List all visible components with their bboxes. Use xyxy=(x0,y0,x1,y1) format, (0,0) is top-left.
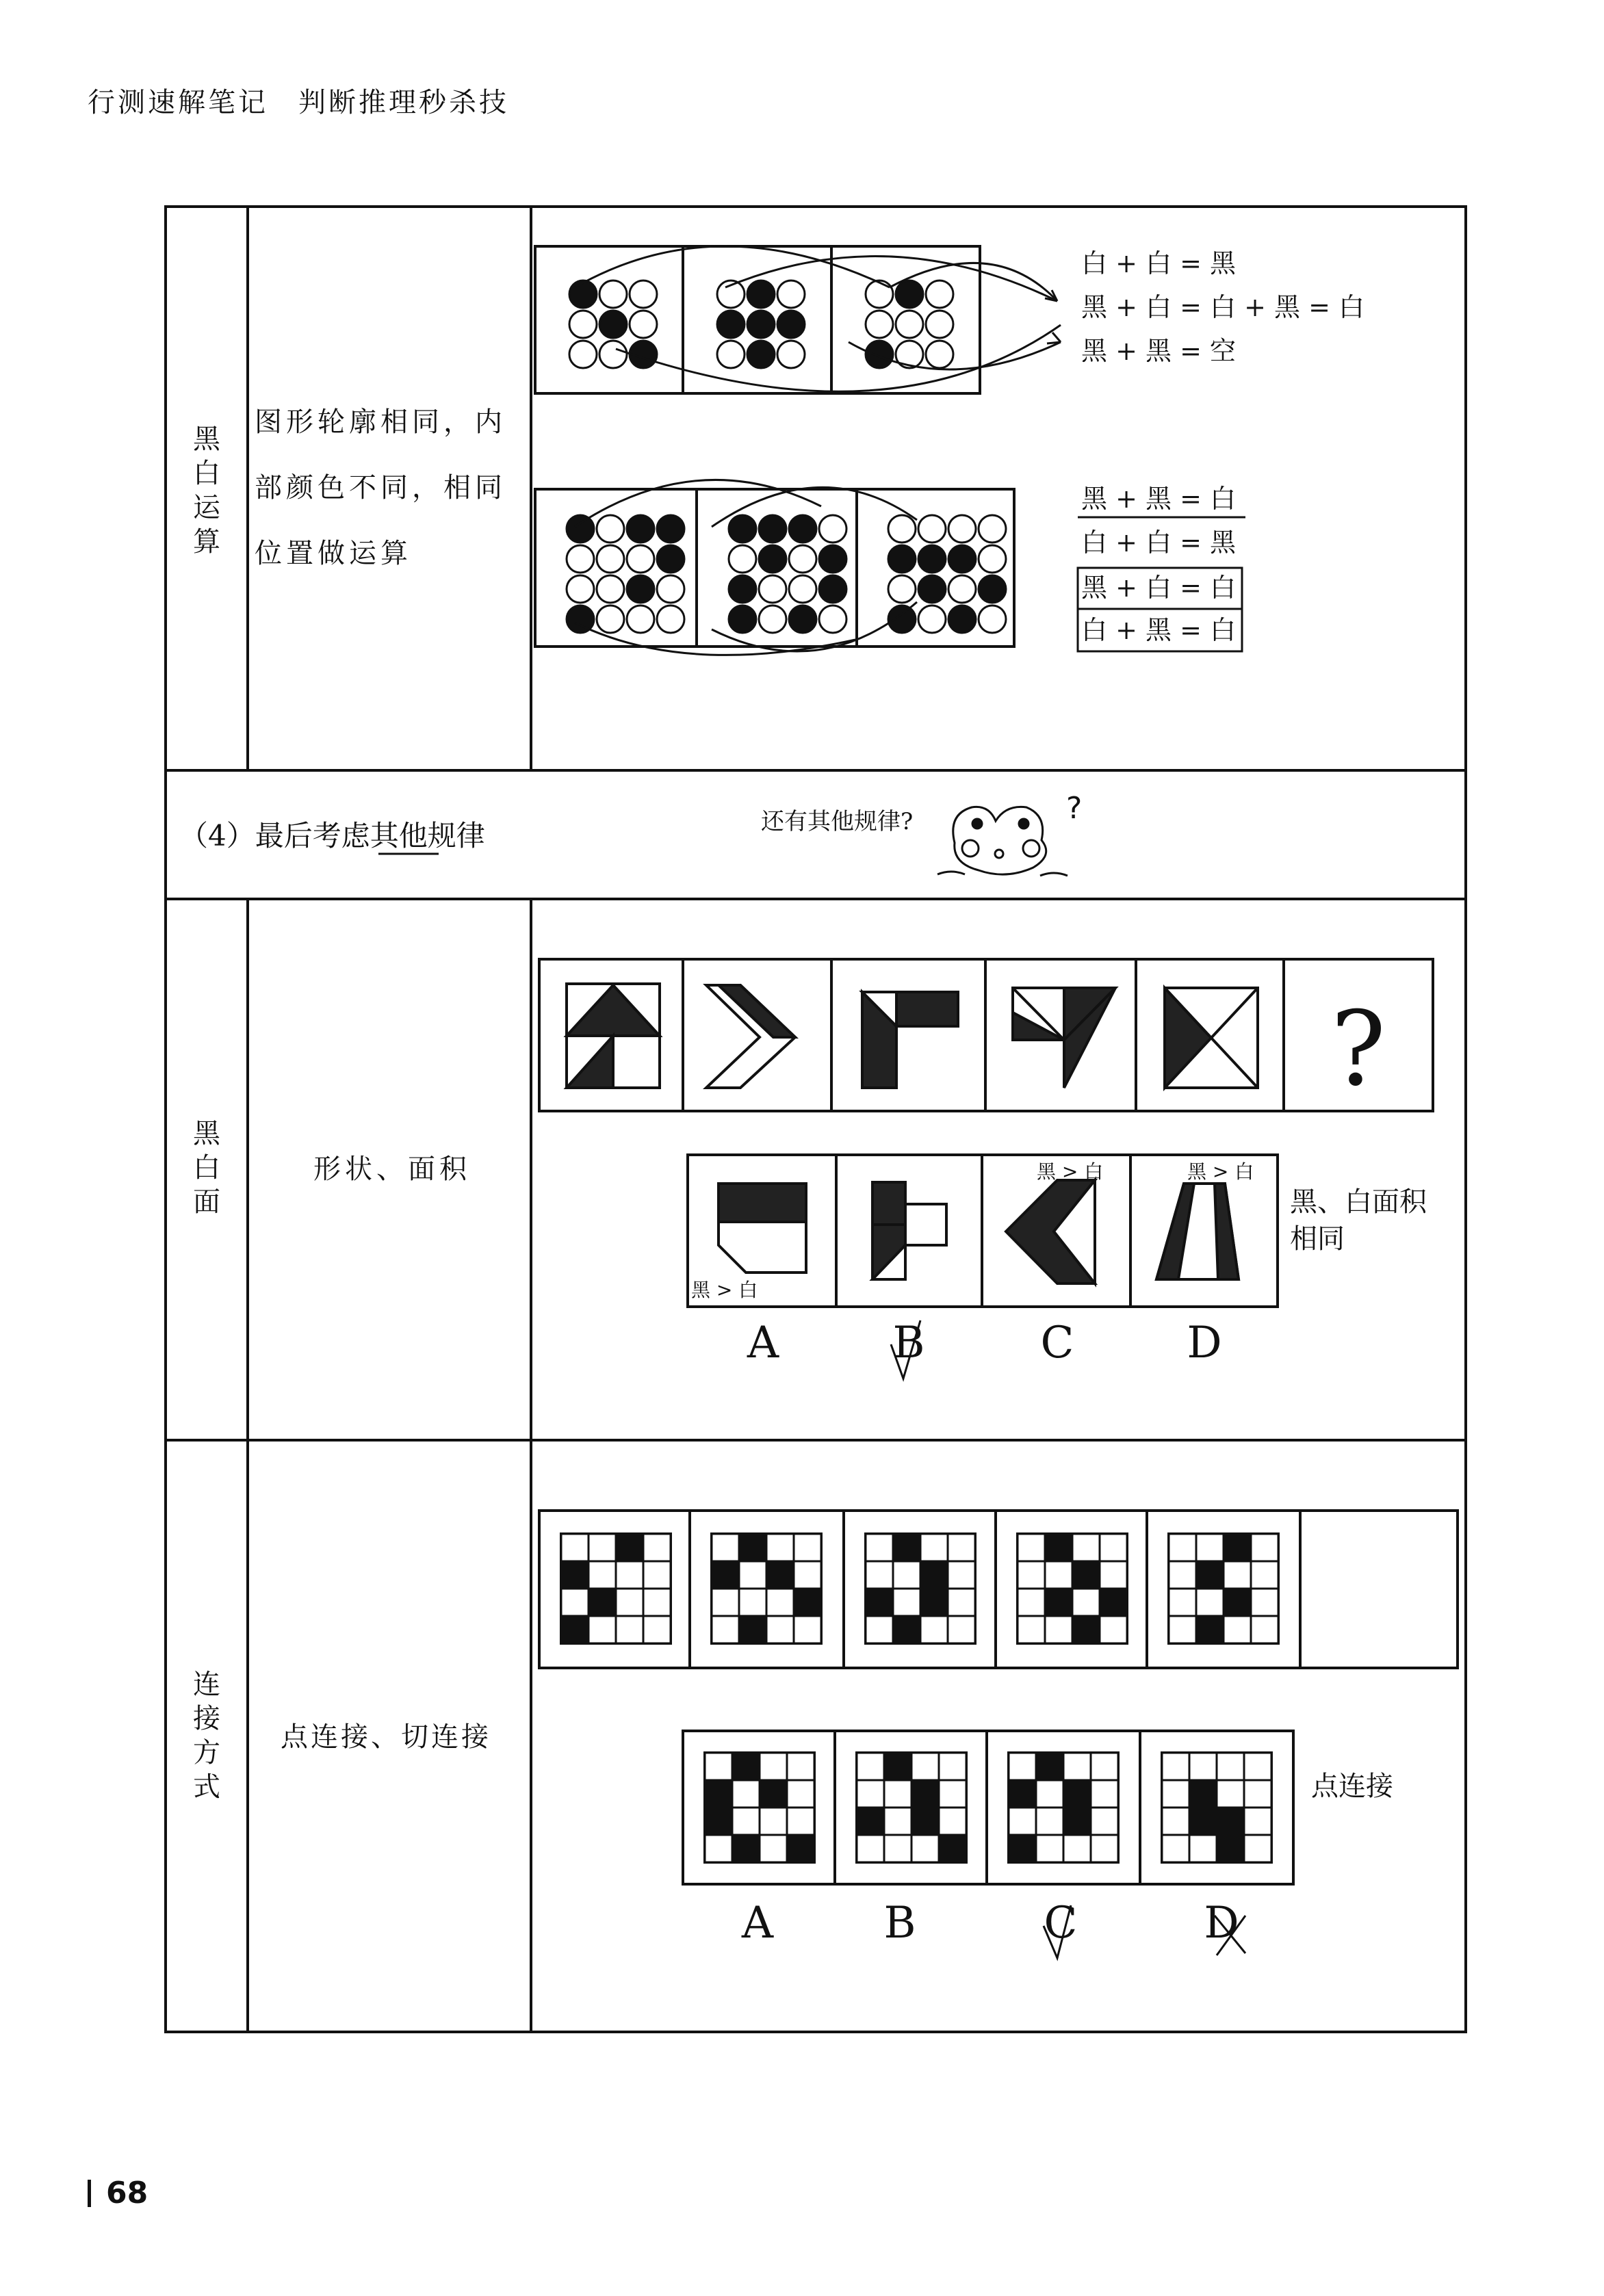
note-option-a: 黑 > 白 xyxy=(691,1279,758,1301)
dot xyxy=(630,281,657,308)
grid-cell xyxy=(1169,1616,1196,1643)
dot xyxy=(599,341,627,368)
grid-cell xyxy=(760,1835,787,1862)
grid-cell xyxy=(1189,1780,1217,1808)
category-char: 白 xyxy=(193,458,220,489)
dot xyxy=(926,341,953,368)
dot-grid-3x3 xyxy=(866,281,953,368)
grid-cell xyxy=(1169,1534,1196,1561)
dot xyxy=(569,341,597,368)
dot xyxy=(597,515,624,543)
grid-cell xyxy=(948,1534,975,1561)
dot xyxy=(789,575,816,603)
description-line: 图形轮廓相同，内 xyxy=(255,406,506,438)
dot xyxy=(759,515,786,543)
grid-cell xyxy=(1045,1616,1072,1643)
grid-cell xyxy=(939,1780,966,1808)
grid-cell xyxy=(1244,1808,1271,1835)
grid-cell xyxy=(857,1808,884,1835)
grid-cell xyxy=(588,1561,616,1589)
option-label-b[interactable]: B xyxy=(892,1318,925,1368)
rule-line: 黑 + 白 = 白 + 黑 = 白 xyxy=(1081,292,1364,322)
grid-cell xyxy=(705,1753,732,1780)
dot xyxy=(918,605,946,633)
dot xyxy=(569,281,597,308)
dot xyxy=(657,545,684,573)
dot xyxy=(866,311,893,338)
category-char: 连 xyxy=(193,1669,220,1700)
grid-cell xyxy=(939,1835,966,1862)
option-label-d[interactable]: D xyxy=(1204,1898,1239,1948)
dot xyxy=(866,281,893,308)
dot xyxy=(819,605,846,633)
grid-cell xyxy=(787,1753,814,1780)
grid-cell xyxy=(760,1780,787,1808)
option-c-figure xyxy=(1006,1180,1095,1283)
grid-cell xyxy=(1018,1589,1045,1616)
grid-cell xyxy=(1169,1561,1196,1589)
grid-cell xyxy=(911,1835,939,1862)
dot xyxy=(948,515,976,543)
grid-cell xyxy=(893,1534,920,1561)
grid-cell xyxy=(1251,1616,1278,1643)
dot xyxy=(979,545,1006,573)
grid-cell xyxy=(1072,1616,1100,1643)
question-mark-doodle: ? xyxy=(1066,791,1083,826)
dot xyxy=(789,605,816,633)
grid-cell xyxy=(1072,1589,1100,1616)
grid-cell xyxy=(1217,1835,1244,1862)
grid-cell xyxy=(561,1561,588,1589)
description-line: 位置做运算 xyxy=(255,538,412,569)
dot xyxy=(717,341,745,368)
dot xyxy=(888,575,916,603)
dot xyxy=(657,515,684,543)
side-note-connect: 点连接 xyxy=(1311,1771,1393,1802)
dot xyxy=(926,311,953,338)
description-bw-area: 形状、面积 xyxy=(313,1153,471,1185)
dot xyxy=(918,545,946,573)
dot xyxy=(567,515,594,543)
dot xyxy=(657,605,684,633)
dot-grid-4x4 xyxy=(567,515,684,633)
other-rules-heading xyxy=(179,819,485,854)
grid-cell xyxy=(760,1753,787,1780)
dot xyxy=(729,605,756,633)
grid-cell xyxy=(712,1561,739,1589)
grid-cell xyxy=(787,1780,814,1808)
grid-cell xyxy=(616,1534,643,1561)
grid-cell xyxy=(884,1808,911,1835)
dot xyxy=(599,281,627,308)
grid-cell xyxy=(1251,1589,1278,1616)
category-char: 白 xyxy=(193,1152,220,1184)
description-line: 部颜色不同，相同 xyxy=(255,472,506,504)
dot xyxy=(597,605,624,633)
side-note-line: 黑、白面积 xyxy=(1290,1186,1427,1218)
grid-cell xyxy=(1009,1753,1036,1780)
dot xyxy=(896,281,923,308)
grid-cell xyxy=(948,1616,975,1643)
rule-line: 白 + 白 = 黑 xyxy=(1081,248,1236,278)
grid-cell xyxy=(1100,1534,1127,1561)
grid-cell xyxy=(948,1561,975,1589)
dot xyxy=(630,311,657,338)
grid-cell xyxy=(616,1616,643,1643)
dot xyxy=(759,575,786,603)
grid-cell xyxy=(712,1534,739,1561)
dot xyxy=(948,575,976,603)
grid-cell xyxy=(866,1589,893,1616)
grid-cell xyxy=(1009,1808,1036,1835)
dot xyxy=(979,605,1006,633)
grid-figure xyxy=(1018,1534,1127,1643)
option-label-b[interactable]: B xyxy=(883,1898,916,1948)
dot xyxy=(729,545,756,573)
figure-2 xyxy=(706,985,795,1088)
grid-cell xyxy=(920,1589,948,1616)
option-label-d[interactable]: D xyxy=(1187,1318,1222,1368)
grid-cell xyxy=(1018,1534,1045,1561)
grid-cell xyxy=(893,1616,920,1643)
dot xyxy=(627,575,654,603)
grid-cell xyxy=(712,1616,739,1643)
connect-question-strip xyxy=(539,1511,1458,1668)
grid-cell xyxy=(1063,1780,1091,1808)
dot xyxy=(599,311,627,338)
dot xyxy=(729,575,756,603)
rule-line: 黑 + 白 = 白 xyxy=(1081,573,1236,603)
grid-cell xyxy=(1244,1780,1271,1808)
grid-cell xyxy=(1244,1835,1271,1862)
grid-cell xyxy=(1162,1780,1189,1808)
dot xyxy=(777,311,805,338)
svg-text:（4）最后考虑其他规律 xyxy=(179,819,485,852)
grid-cell xyxy=(588,1616,616,1643)
figure-1 xyxy=(567,984,660,1088)
grid-cell xyxy=(561,1616,588,1643)
grid-cell xyxy=(1217,1808,1244,1835)
note-option-d: 黑 > 白 xyxy=(1187,1160,1254,1183)
grid-cell xyxy=(760,1808,787,1835)
dot-grid-4x4 xyxy=(888,515,1006,633)
grid-cell xyxy=(739,1589,766,1616)
grid-cell xyxy=(1009,1835,1036,1862)
dot xyxy=(567,545,594,573)
grid-cell xyxy=(1091,1808,1118,1835)
grid-cell xyxy=(794,1534,821,1561)
grid-cell xyxy=(766,1534,794,1561)
rule-line: 白 + 白 = 黑 xyxy=(1081,527,1236,558)
category-char: 算 xyxy=(193,526,220,558)
dot xyxy=(948,545,976,573)
note-option-c: 黑 > 白 xyxy=(1037,1160,1104,1183)
grid-cell xyxy=(939,1753,966,1780)
grid-cell xyxy=(732,1835,760,1862)
grid-cell xyxy=(1018,1561,1045,1589)
grid-cell xyxy=(1045,1561,1072,1589)
category-label-bw-area xyxy=(193,1118,221,1218)
dot xyxy=(627,605,654,633)
grid-cell xyxy=(794,1561,821,1589)
dot xyxy=(918,515,946,543)
running-header: 行测速解笔记 判断推理秒杀技 xyxy=(88,87,509,118)
bw-calc-puzzle-top xyxy=(535,246,1061,393)
grid-cell xyxy=(561,1589,588,1616)
grid-cell xyxy=(893,1561,920,1589)
dot xyxy=(597,545,624,573)
dot xyxy=(888,545,916,573)
figure-3 xyxy=(862,992,958,1088)
grid-cell xyxy=(1018,1616,1045,1643)
grid-cell xyxy=(732,1780,760,1808)
heading-emphasis: 其他 xyxy=(370,819,428,852)
grid-cell xyxy=(948,1589,975,1616)
grid-cell xyxy=(1100,1616,1127,1643)
grid-cell xyxy=(739,1561,766,1589)
grid-cell xyxy=(920,1616,948,1643)
grid-cell xyxy=(1162,1753,1189,1780)
grid-cell xyxy=(732,1753,760,1780)
grid-cell xyxy=(1036,1808,1063,1835)
grid-cell xyxy=(643,1534,671,1561)
grid-cell xyxy=(1224,1616,1251,1643)
dot xyxy=(627,545,654,573)
dot xyxy=(729,515,756,543)
dot xyxy=(777,341,805,368)
dot xyxy=(888,515,916,543)
grid-cell xyxy=(766,1589,794,1616)
option-d-figure xyxy=(1156,1184,1239,1279)
rules-bottom xyxy=(1078,484,1245,651)
grid-figure xyxy=(866,1534,975,1643)
dot xyxy=(789,545,816,573)
heading-prefix: （4）最后考虑 xyxy=(179,819,370,852)
grid-cell xyxy=(1196,1561,1224,1589)
dot xyxy=(819,515,846,543)
grid-cell xyxy=(1217,1753,1244,1780)
grid-cell xyxy=(643,1561,671,1589)
grid-cell xyxy=(787,1808,814,1835)
grid-cell xyxy=(1162,1808,1189,1835)
grid-cell xyxy=(1224,1561,1251,1589)
grid-cell xyxy=(1063,1753,1091,1780)
grid-cell xyxy=(739,1534,766,1561)
category-char: 运 xyxy=(193,492,220,523)
grid-cell xyxy=(1251,1561,1278,1589)
page-number: 68 xyxy=(88,2176,148,2210)
heading-suffix: 规律 xyxy=(427,819,485,852)
rule-line: 黑 + 黑 = 空 xyxy=(1081,336,1236,366)
grid-cell xyxy=(893,1589,920,1616)
grid-cell xyxy=(920,1561,948,1589)
grid-cell xyxy=(1072,1534,1100,1561)
grid-cell xyxy=(1224,1534,1251,1561)
grid-figure xyxy=(857,1753,966,1862)
category-char: 黑 xyxy=(193,1118,220,1149)
grid-cell xyxy=(857,1835,884,1862)
figure-4 xyxy=(1013,988,1115,1088)
speech-bubble-text: 还有其他规律? xyxy=(761,808,914,835)
bw-calc-puzzle-bottom xyxy=(535,480,1014,655)
grid-cell xyxy=(1162,1835,1189,1862)
grid-cell xyxy=(794,1616,821,1643)
dot xyxy=(918,575,946,603)
category-label-bw-calc xyxy=(193,423,221,558)
grid-cell xyxy=(1169,1589,1196,1616)
grid-cell xyxy=(1009,1780,1036,1808)
grid-cell xyxy=(1196,1534,1224,1561)
option-label-c[interactable]: C xyxy=(1044,1898,1078,1948)
grid-cell xyxy=(616,1589,643,1616)
grid-cell xyxy=(1189,1808,1217,1835)
category-char: 黑 xyxy=(193,423,220,455)
grid-figure xyxy=(705,1753,814,1862)
category-char: 面 xyxy=(193,1186,220,1218)
option-a-figure xyxy=(719,1184,806,1273)
dot xyxy=(657,575,684,603)
rule-line: 黑 + 黑 = 白 xyxy=(1081,484,1236,514)
dot xyxy=(896,311,923,338)
grid-cell xyxy=(1100,1589,1127,1616)
grid-figure xyxy=(561,1534,671,1643)
grid-cell xyxy=(1100,1561,1127,1589)
grid-cell xyxy=(866,1561,893,1589)
grid-cell xyxy=(1063,1808,1091,1835)
dot xyxy=(597,575,624,603)
grid-cell xyxy=(857,1780,884,1808)
grid-cell xyxy=(705,1808,732,1835)
bw-area-question-strip xyxy=(539,959,1433,1111)
grid-cell xyxy=(1036,1835,1063,1862)
grid-cell xyxy=(1036,1780,1063,1808)
dot xyxy=(627,515,654,543)
grid-cell xyxy=(794,1589,821,1616)
dot xyxy=(717,311,745,338)
grid-cell xyxy=(1091,1753,1118,1780)
dot xyxy=(979,575,1006,603)
grid-cell xyxy=(939,1808,966,1835)
grid-cell xyxy=(1224,1589,1251,1616)
grid-cell xyxy=(712,1589,739,1616)
grid-cell xyxy=(705,1835,732,1862)
grid-cell xyxy=(1091,1780,1118,1808)
grid-cell xyxy=(1036,1753,1063,1780)
grid-cell xyxy=(643,1589,671,1616)
grid-cell xyxy=(1196,1616,1224,1643)
description-connect: 点连接、切连接 xyxy=(281,1721,491,1753)
category-char: 式 xyxy=(193,1771,220,1803)
category-label-connect xyxy=(193,1669,221,1803)
grid-figure xyxy=(1169,1534,1278,1643)
dot xyxy=(747,281,775,308)
category-char: 方 xyxy=(193,1737,220,1769)
grid-cell xyxy=(705,1780,732,1808)
grid-cell xyxy=(1244,1753,1271,1780)
grid-figure xyxy=(712,1534,821,1643)
dot xyxy=(747,311,775,338)
dot xyxy=(777,281,805,308)
dot xyxy=(747,341,775,368)
side-note-line: 相同 xyxy=(1290,1223,1345,1255)
dot-grid-4x4 xyxy=(729,515,846,633)
grid-cell xyxy=(1217,1780,1244,1808)
grid-cell xyxy=(884,1780,911,1808)
dot xyxy=(866,341,893,368)
dot-grid-3x3 xyxy=(569,281,657,368)
dot xyxy=(569,311,597,338)
grid-cell xyxy=(766,1561,794,1589)
grid-cell xyxy=(857,1753,884,1780)
option-label-a[interactable]: A xyxy=(741,1898,774,1948)
bw-area-options xyxy=(688,1155,1427,1379)
grid-cell xyxy=(911,1753,939,1780)
dot xyxy=(888,605,916,633)
grid-cell xyxy=(1251,1534,1278,1561)
grid-figure xyxy=(1162,1753,1271,1862)
grid-cell xyxy=(588,1589,616,1616)
grid-cell xyxy=(616,1561,643,1589)
dot xyxy=(979,515,1006,543)
category-char: 接 xyxy=(193,1703,220,1734)
dot xyxy=(948,605,976,633)
rule-line: 白 + 黑 = 白 xyxy=(1081,615,1236,645)
grid-cell xyxy=(732,1808,760,1835)
grid-cell xyxy=(911,1808,939,1835)
dot xyxy=(759,545,786,573)
grid-cell xyxy=(1091,1835,1118,1862)
grid-cell xyxy=(1063,1835,1091,1862)
grid-cell xyxy=(787,1835,814,1862)
option-label-c[interactable]: C xyxy=(1040,1318,1074,1368)
grid-cell xyxy=(643,1616,671,1643)
frog-doodle xyxy=(937,807,1068,876)
grid-cell xyxy=(866,1616,893,1643)
connect-options xyxy=(683,1731,1394,1958)
grid-cell xyxy=(588,1534,616,1561)
grid-cell xyxy=(884,1835,911,1862)
grid-cell xyxy=(920,1534,948,1561)
grid-cell xyxy=(1196,1589,1224,1616)
grid-cell xyxy=(1072,1561,1100,1589)
grid-cell xyxy=(1189,1753,1217,1780)
grid-cell xyxy=(561,1534,588,1561)
dot xyxy=(789,515,816,543)
dot xyxy=(819,575,846,603)
grid-cell xyxy=(766,1616,794,1643)
grid-figure xyxy=(1009,1753,1118,1862)
dot xyxy=(926,281,953,308)
grid-cell xyxy=(1045,1589,1072,1616)
option-b-figure xyxy=(872,1182,946,1279)
dot xyxy=(819,545,846,573)
dot-grid-3x3 xyxy=(717,281,805,368)
dot xyxy=(567,575,594,603)
grid-cell xyxy=(1189,1835,1217,1862)
rules-top xyxy=(1081,248,1364,366)
grid-cell xyxy=(866,1534,893,1561)
question-mark-cell: ? xyxy=(1330,990,1386,1109)
figure-5 xyxy=(1165,988,1258,1088)
grid-cell xyxy=(911,1780,939,1808)
dot xyxy=(759,605,786,633)
description-bw-calc xyxy=(255,406,506,569)
grid-cell xyxy=(884,1753,911,1780)
grid-cell xyxy=(1045,1534,1072,1561)
grid-cell xyxy=(739,1616,766,1643)
option-label-a[interactable]: A xyxy=(747,1318,779,1368)
